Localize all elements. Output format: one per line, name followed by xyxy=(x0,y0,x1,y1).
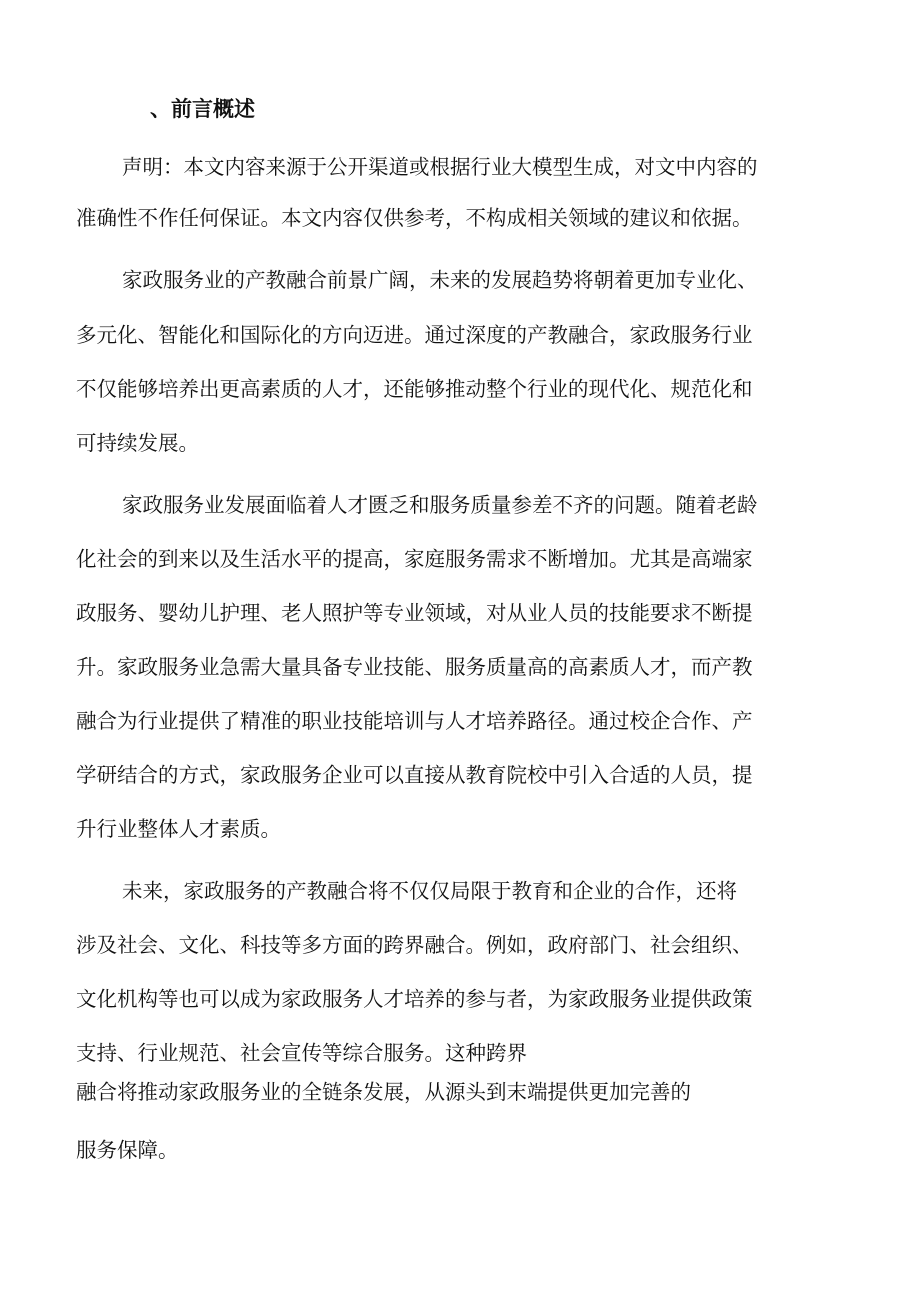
paragraph-3-line-3: 政服务、婴幼儿护理、老人照护等专业领域，对从业人员的技能要求不断提 xyxy=(76,601,753,625)
paragraph-4-line-2: 涉及社会、文化、科技等多方面的跨界融合。例如，政府部门、社会组织、 xyxy=(76,933,753,957)
paragraph-3-line-4: 升。家政服务业急需大量具备专业技能、服务质量高的高素质人才，而产教 xyxy=(76,655,753,679)
paragraph-1-line-1: 声明：本文内容来源于公开渠道或根据行业大模型生成，对文中内容的 xyxy=(122,155,758,179)
paragraph-3-line-5: 融合为行业提供了精准的职业技能培训与人才培养路径。通过校企合作、产 xyxy=(76,709,753,733)
paragraph-3-line-1: 家政服务业发展面临着人才匮乏和服务质量参差不齐的问题。随着老龄 xyxy=(122,493,758,517)
paragraph-2-line-2: 多元化、智能化和国际化的方向迈进。通过深度的产教融合，家政服务行业 xyxy=(76,323,753,347)
paragraph-2-line-1: 家政服务业的产教融合前景广阔，未来的发展趋势将朝着更加专业化、 xyxy=(122,268,758,292)
paragraph-3-line-6: 学研结合的方式，家政服务企业可以直接从教育院校中引入合适的人员，提 xyxy=(76,763,753,787)
paragraph-4-line-5: 融合将推动家政服务业的全链条发展，从源头到末端提供更加完善的 xyxy=(76,1080,691,1104)
paragraph-2-line-3: 不仅能够培养出更高素质的人才，还能够推动整个行业的现代化、规范化和 xyxy=(76,377,753,401)
paragraph-4-line-6: 服务保障。 xyxy=(76,1138,179,1162)
section-heading: 、前言概述 xyxy=(150,96,255,121)
paragraph-4-line-3: 文化机构等也可以成为家政服务人才培养的参与者，为家政服务业提供政策 xyxy=(76,987,753,1011)
paragraph-1-line-2: 准确性不作任何保证。本文内容仅供参考，不构成相关领域的建议和依据。 xyxy=(76,206,753,230)
paragraph-2-line-4: 可持续发展。 xyxy=(76,431,199,455)
paragraph-4-line-4: 支持、行业规范、社会宣传等综合服务。这种跨界 xyxy=(76,1041,527,1065)
paragraph-4-line-1: 未来，家政服务的产教融合将不仅仅局限于教育和企业的合作，还将 xyxy=(122,879,737,903)
paragraph-3-line-7: 升行业整体人才素质。 xyxy=(76,817,281,841)
paragraph-3-line-2: 化社会的到来以及生活水平的提高，家庭服务需求不断增加。尤其是高端家 xyxy=(76,547,753,571)
